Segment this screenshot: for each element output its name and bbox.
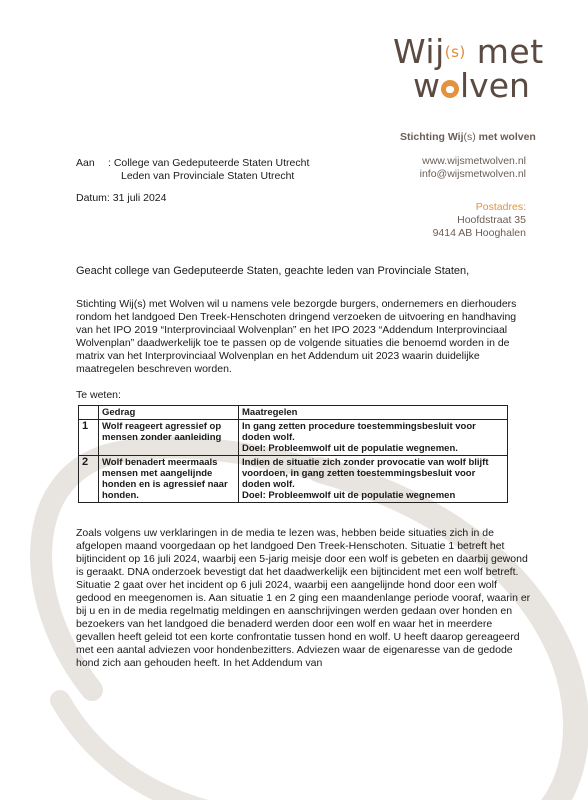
row-number: 2 bbox=[79, 456, 99, 503]
logo bbox=[393, 34, 553, 106]
row-doel: Doel: Probleemwolf uit de populatie wegnemen bbox=[242, 490, 456, 501]
row-gedrag: Wolf reageert agressief op mensen zonder aanleiding bbox=[99, 420, 239, 456]
addressee-line-2: Leden van Provinciale Staten Utrecht bbox=[121, 170, 295, 182]
org-name-s: (s) bbox=[463, 131, 476, 143]
addressee-line-1: : College van Gedeputeerde Staten Utrecht bbox=[108, 157, 310, 169]
postal-address bbox=[433, 214, 526, 240]
logo-line-2 bbox=[413, 68, 530, 104]
measures-table bbox=[78, 405, 508, 503]
logo-text-wij: Wij bbox=[393, 32, 445, 71]
org-name-post: met wolven bbox=[475, 131, 536, 143]
org-name-pre: Stichting Wij bbox=[400, 131, 464, 143]
logo-text-lven: lven bbox=[460, 66, 530, 105]
body-paragraph: Zoals volgens uw verklaringen in de media te lezen was, hebben beide situaties zich in de afgelopen maand voorgedaan op het landgoed Den Treek-Henschoten. Situatie 1 betreft het bijtincident op 16 juli 2024, waarbij een 5-jarig meisje door een wolf is gebeten en daarbij gewond is geraakt. DNA onderzoek bevestigt dat het daadwerkelijk een bijtincident met een wolf betreft. Situatie 2 gaat over het incident op 6 juli 2024, waarbij een aangelijnde hond door een wolf gedood en meegenomen is. Aan situatie 1 en 2 ging een maandenlange periode vooraf, waarin er bij u en in de media regelmatig meldingen en aanschrijvingen werden gedaan over honden en bezoekers van het landgoed die benaderd werden door een wolf en waar het in meerdere gevallen heeft geleid tot een korte confrontatie tussen hond en wolf. U heeft daarop gereageerd met een aantal adviezen voor hondenbezitters. Adviezen waar de eigenaresse van de gedode hond zich aan gehouden heeft. In het Addendum van bbox=[76, 527, 531, 669]
row-maatregel bbox=[239, 420, 508, 456]
table-header-maatregelen: Maatregelen bbox=[239, 406, 508, 420]
row-maatregel-text: Indien de situatie zich zonder provocatie van wolf blijft voordoen, in gang zetten toestemmingsbesluit voor doden wolf. bbox=[242, 457, 489, 490]
paw-icon bbox=[441, 80, 459, 98]
table-row bbox=[79, 456, 508, 503]
table-row bbox=[79, 420, 508, 456]
greeting: Geacht college van Gedeputeerde Staten, geachte leden van Provinciale Staten, bbox=[76, 265, 470, 277]
logo-text-s: (s) bbox=[444, 43, 466, 61]
intro-paragraph: Stichting Wij(s) met Wolven wil u namens vele bezorgde burgers, ondernemers en dierhouders rondom het landgoed Den Treek-Henschoten dringend verzoeken de uitvoering en handhaving van het IPO 2019 “Interprovinciaal Wolvenplan” en het IPO 2023 “Addendum Interprovinciaal Wolvenplan” daadwerkelijk toe te passen op de volgende situaties die benoemd worden in de matrix van het Interprovinciaal Wolvenplan en het Addendum uit 2023 waarin duidelijke maatregelen beschreven worden. bbox=[76, 298, 517, 375]
letter-date: Datum: 31 juli 2024 bbox=[76, 192, 167, 204]
row-maatregel-text: In gang zetten procedure toestemmingsbesluit voor doden wolf. bbox=[242, 421, 476, 443]
addressee-block bbox=[76, 157, 309, 183]
postal-street: Hoofdstraat 35 bbox=[457, 214, 526, 226]
postal-label: Postadres: bbox=[475, 201, 526, 213]
addressee-label: Aan bbox=[76, 157, 95, 169]
logo-line-1 bbox=[393, 34, 544, 70]
table-header-num bbox=[79, 406, 99, 420]
email-link[interactable]: info@wijsmetwolven.nl bbox=[419, 168, 526, 180]
website-link[interactable]: www.wijsmetwolven.nl bbox=[422, 155, 526, 167]
row-maatregel bbox=[239, 456, 508, 503]
organization-name bbox=[400, 131, 536, 143]
contact-block bbox=[420, 155, 526, 181]
te-weten-label: Te weten: bbox=[76, 389, 121, 401]
logo-text-w: w bbox=[413, 66, 440, 105]
table-header-gedrag: Gedrag bbox=[99, 406, 239, 420]
row-doel: Doel: Probleemwolf uit de populatie wegnemen. bbox=[242, 443, 458, 454]
postal-city: 9414 AB Hooghalen bbox=[432, 227, 526, 239]
row-number: 1 bbox=[79, 420, 99, 456]
table-header-row bbox=[79, 406, 508, 420]
row-gedrag: Wolf benadert meermaals mensen met aangelijnde honden en is agressief naar honden. bbox=[99, 456, 239, 503]
logo-text-met: met bbox=[465, 32, 544, 71]
